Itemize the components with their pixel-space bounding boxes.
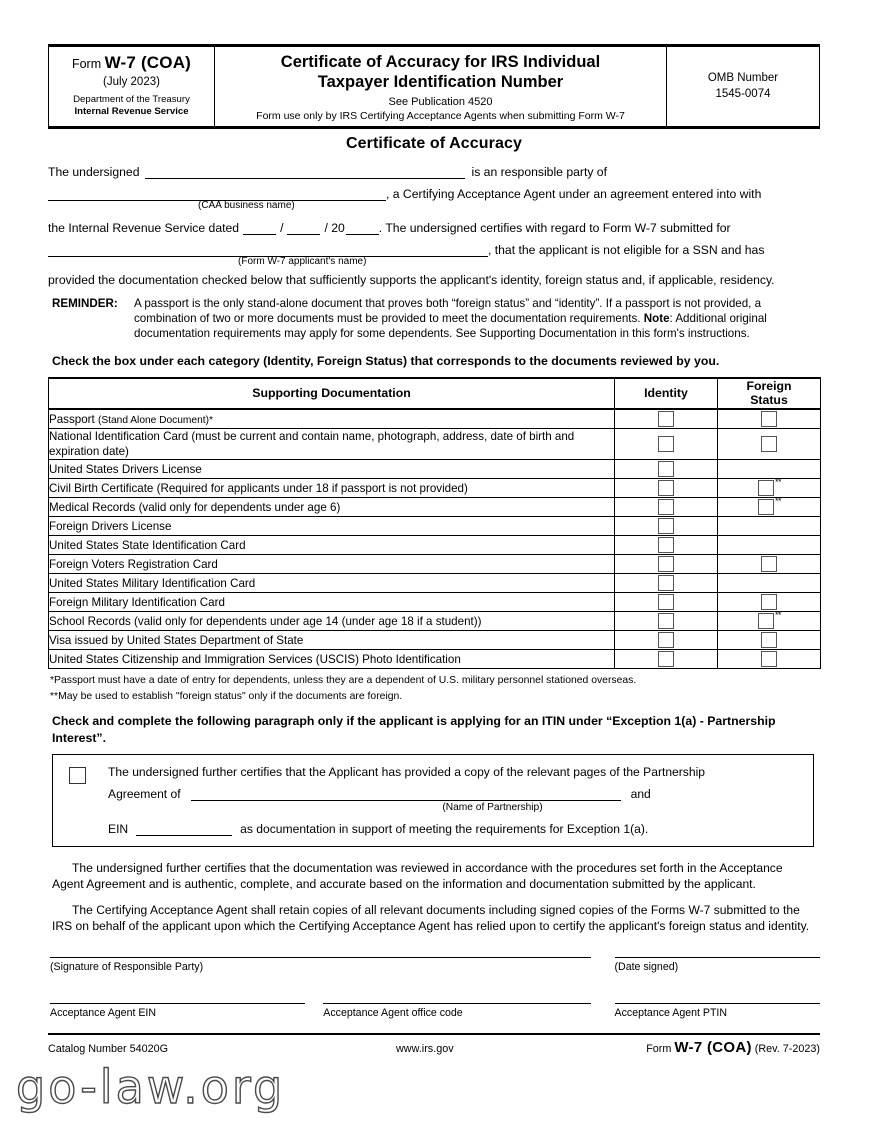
document-name-cell xyxy=(49,555,615,574)
irs-dated-label: the Internal Revenue Service dated xyxy=(48,221,240,236)
acceptance-agent-ptin-label: Acceptance Agent PTIN xyxy=(614,1006,728,1019)
acceptance-agent-ein-field[interactable] xyxy=(50,1003,305,1019)
foreign-status-line1: Foreign xyxy=(746,378,792,393)
date-month-field[interactable] xyxy=(243,221,276,235)
signature-responsible-party-field[interactable] xyxy=(50,957,591,973)
document-name-text: Medical Records (valid only for dependents under age 6) xyxy=(49,500,341,514)
table-row xyxy=(49,631,821,650)
footnote-single-star: *Passport must have a date of entry for dependents, unless they are a dependent of U.S. military personnel stationed overseas. xyxy=(50,675,637,687)
document-name-cell xyxy=(49,429,615,460)
document-name-cell xyxy=(49,612,615,631)
reminder-text-part2: : Additional original documentation requirements may apply for some dependents. See Supporting Documentation in this form's instructions. xyxy=(134,312,767,341)
form-number-line xyxy=(53,53,210,73)
site-watermark: go-law.org xyxy=(16,1060,286,1114)
identity-checkbox[interactable] xyxy=(658,632,674,648)
agreement-and-label: and xyxy=(630,787,651,801)
header-title-block xyxy=(215,47,667,126)
acceptance-agent-ein-label: Acceptance Agent EIN xyxy=(50,1006,157,1019)
responsible-party-suffix-label: is an responsible party of xyxy=(471,165,607,180)
reminder-text-part1: A passport is the only stand-alone document that proves both “foreign status” and “identity”. If a passport is not provided, a combination of two or more documents must be provided to meet the documentation requirements. xyxy=(134,296,762,326)
caa-business-name-caption: (CAA business name) xyxy=(198,199,295,211)
foreign-status-checkbox[interactable] xyxy=(761,556,777,572)
form-subtitle-publication: See Publication 4520 xyxy=(388,95,493,108)
catalog-number: Catalog Number 54020G xyxy=(48,1042,169,1055)
foreign-status-line2: Status xyxy=(750,393,788,408)
reminder-text xyxy=(134,296,820,342)
closing-paragraph-2: The Certifying Acceptance Agent shall retain copies of all relevant documents including signed copies of the Forms W-7 submitted to the IRS on behalf of the applicant upon which the Certifying Acceptance Agent has relied upon to certify the applicant's foreign status and identity. xyxy=(52,903,810,934)
table-row xyxy=(49,498,821,517)
intro-block xyxy=(48,159,820,286)
form-number-value: W-7 (COA) xyxy=(104,53,192,72)
table-row xyxy=(49,574,821,593)
signature-gap-3 xyxy=(591,1003,615,1019)
table-row xyxy=(49,429,821,460)
closing-paragraph-1: The undersigned further certifies that the documentation was reviewed in accordance with the procedures set forth in the Acceptance Agent Agreement and is authentic, complete, and accurate based on the information and documentation submitted by the applicant. xyxy=(52,861,783,891)
foreign-status-checkbox[interactable] xyxy=(758,613,774,629)
document-name-text: Foreign Drivers License xyxy=(49,519,172,533)
ein-field[interactable] xyxy=(136,822,232,836)
identity-checkbox-cell[interactable] xyxy=(615,409,718,429)
signature-row-1 xyxy=(50,957,820,973)
form-title-line2: Taxpayer Identification Number xyxy=(317,72,564,91)
exception-1a-agreement-line xyxy=(108,787,801,801)
foreign-status-checkbox-cell xyxy=(718,460,821,479)
identity-checkbox[interactable] xyxy=(658,436,674,452)
form-revision-date: (July 2023) xyxy=(103,75,160,88)
form-subtitle-usage: Form use only by IRS Certifying Acceptance Agents when submitting Form W-7 xyxy=(256,109,625,122)
column-header-foreign-status xyxy=(718,378,821,410)
identity-checkbox-cell[interactable] xyxy=(615,650,718,669)
document-name-text: United States Military Identification Card xyxy=(49,576,256,590)
identity-checkbox-cell[interactable] xyxy=(615,593,718,612)
document-name-text: Foreign Voters Registration Card xyxy=(49,557,218,571)
partnership-name-caption: (Name of Partnership) xyxy=(442,802,543,813)
acceptance-agent-ptin-field[interactable] xyxy=(615,1003,820,1019)
intro-line-4 xyxy=(48,235,820,257)
acceptance-agent-office-code-field[interactable] xyxy=(323,1003,590,1019)
exception-1a-checkbox[interactable] xyxy=(69,767,86,784)
foreign-status-checkbox-cell[interactable] xyxy=(718,479,821,498)
identity-checkbox[interactable] xyxy=(658,594,674,610)
date-day-field[interactable] xyxy=(287,221,320,235)
footnote-double-star: **May be used to establish "foreign status" only if the documents are foreign. xyxy=(50,691,403,703)
identity-checkbox[interactable] xyxy=(658,518,674,534)
identity-checkbox-cell[interactable] xyxy=(615,574,718,593)
document-name-text: National Identification Card (must be current and contain name, photograph, address, date of birth and expiration date) xyxy=(49,430,575,459)
exception-1a-line1: The undersigned further certifies that the Applicant has provided a copy of the relevant pages of the Partnership xyxy=(108,764,705,779)
table-row xyxy=(49,409,821,429)
exception-instruction-heading: Check and complete the following paragraph only if the applicant is applying for an ITIN under “Exception 1(a) - Partnership Interest”. xyxy=(52,714,776,745)
footer-form-number: W-7 (COA) xyxy=(674,1038,752,1056)
foreign-status-checkbox-cell[interactable] xyxy=(718,650,821,669)
undersigned-label: The undersigned xyxy=(48,165,140,180)
reminder-label: REMINDER: xyxy=(52,296,118,310)
footer-form-identity xyxy=(646,1039,820,1056)
foreign-status-checkbox[interactable] xyxy=(761,632,777,648)
treasury-department-label: Department of the Treasury xyxy=(73,93,190,105)
identity-checkbox[interactable] xyxy=(658,499,674,515)
form-sheet xyxy=(48,44,820,1056)
table-row xyxy=(49,555,821,574)
document-name-text: Passport xyxy=(49,412,98,426)
foreign-status-checkbox-cell[interactable] xyxy=(718,498,821,517)
irs-agency-label: Internal Revenue Service xyxy=(74,105,189,117)
identity-checkbox-cell[interactable] xyxy=(615,612,718,631)
identity-checkbox[interactable] xyxy=(658,575,674,591)
identity-checkbox[interactable] xyxy=(658,556,674,572)
intro-line-2 xyxy=(48,179,820,201)
ein-label: EIN xyxy=(108,822,129,836)
document-name-cell xyxy=(49,409,615,429)
acceptance-agent-office-code-label: Acceptance Agent office code xyxy=(323,1006,463,1019)
date-slash-1: / xyxy=(280,221,284,236)
table-row xyxy=(49,517,821,536)
header-form-identity xyxy=(49,47,215,126)
document-name-cell xyxy=(49,517,615,536)
document-name-cell xyxy=(49,479,615,498)
exception-1a-box xyxy=(52,754,814,848)
identity-checkbox-cell[interactable] xyxy=(615,429,718,460)
foreign-status-checkbox-cell[interactable] xyxy=(718,612,821,631)
table-row xyxy=(49,612,821,631)
form-header xyxy=(48,44,820,129)
supporting-documentation-table xyxy=(48,377,821,670)
table-row xyxy=(49,460,821,479)
document-name-cell xyxy=(49,650,615,669)
table-row xyxy=(49,650,821,669)
date-signed-field[interactable] xyxy=(615,957,820,973)
identity-checkbox[interactable] xyxy=(658,480,674,496)
signature-row-2 xyxy=(50,1003,820,1019)
document-name-text: United States Drivers License xyxy=(49,462,202,476)
identity-checkbox-cell[interactable] xyxy=(615,536,718,555)
column-header-identity: Identity xyxy=(615,378,718,410)
intro-line-5: provided the documentation checked below that sufficiently supports the applicant's identity, foreign status and, if applicable, residency. xyxy=(48,272,775,287)
intro-line-3 xyxy=(48,215,820,235)
table-row xyxy=(49,479,821,498)
omb-number-block xyxy=(667,47,819,126)
foreign-status-checkbox-cell[interactable] xyxy=(718,429,821,460)
identity-checkbox[interactable] xyxy=(658,537,674,553)
responsible-party-name-field[interactable] xyxy=(145,165,465,179)
caa-suffix-label: , a Certifying Acceptance Agent under an agreement entered into with xyxy=(386,187,762,202)
omb-number-label: OMB Number xyxy=(707,71,779,84)
document-name-cell xyxy=(49,631,615,650)
form-prefix-label: Form xyxy=(71,57,102,71)
applicant-name-field[interactable] xyxy=(48,243,488,257)
signature-gap-1 xyxy=(591,957,615,973)
reminder-block xyxy=(48,296,820,342)
certifies-suffix-label: . The undersigned certifies with regard to Form W-7 submitted for xyxy=(378,221,731,236)
date-year-field[interactable] xyxy=(346,221,379,235)
foreign-status-checkbox-cell[interactable] xyxy=(718,555,821,574)
date-signed-label: (Date signed) xyxy=(614,960,679,973)
date-slash-2: / 20 xyxy=(324,221,345,236)
document-name-cell xyxy=(49,574,615,593)
table-row xyxy=(49,593,821,612)
foreign-status-checkbox-cell[interactable] xyxy=(718,409,821,429)
form-title-line1: Certificate of Accuracy for IRS Individual xyxy=(280,53,601,71)
foreign-status-checkbox-cell[interactable] xyxy=(718,631,821,650)
reminder-note-label: Note xyxy=(643,312,670,326)
foreign-status-checkbox[interactable] xyxy=(758,480,774,496)
column-header-documentation: Supporting Documentation xyxy=(49,378,615,410)
foreign-status-checkbox[interactable] xyxy=(758,499,774,515)
identity-checkbox-cell[interactable] xyxy=(615,460,718,479)
partnership-name-field[interactable] xyxy=(191,787,621,801)
foreign-status-checkbox[interactable] xyxy=(761,594,777,610)
identity-checkbox[interactable] xyxy=(658,411,674,427)
ein-suffix-label: as documentation in support of meeting the requirements for Exception 1(a). xyxy=(240,822,649,836)
document-name-cell xyxy=(49,536,615,555)
signature-gap-2 xyxy=(305,1003,323,1019)
closing-paragraphs xyxy=(48,861,820,935)
foreign-status-checkbox-cell[interactable] xyxy=(718,593,821,612)
identity-checkbox[interactable] xyxy=(658,651,674,667)
foreign-status-checkbox[interactable] xyxy=(761,651,777,667)
foreign-status-footnote-marker: ** xyxy=(774,496,781,507)
table-row xyxy=(49,536,821,555)
identity-checkbox-cell[interactable] xyxy=(615,555,718,574)
document-name-text: Foreign Military Identification Card xyxy=(49,595,225,609)
caa-business-name-field[interactable] xyxy=(48,187,386,201)
identity-checkbox-cell[interactable] xyxy=(615,517,718,536)
identity-checkbox-cell[interactable] xyxy=(615,631,718,650)
table-header-row xyxy=(49,378,821,410)
document-name-cell xyxy=(49,593,615,612)
table-body xyxy=(49,409,821,669)
footer-form-prefix: Form xyxy=(646,1042,672,1055)
irs-website-link[interactable]: www.irs.gov xyxy=(396,1042,454,1055)
foreign-status-checkbox[interactable] xyxy=(761,436,777,452)
intro-line-1 xyxy=(48,159,820,179)
form-footer xyxy=(48,1035,820,1056)
foreign-status-footnote-marker: ** xyxy=(774,610,781,621)
foreign-status-checkbox[interactable] xyxy=(761,411,777,427)
foreign-status-checkbox-cell xyxy=(718,517,821,536)
identity-checkbox-cell[interactable] xyxy=(615,479,718,498)
document-name-qualifier: (Stand Alone Document)* xyxy=(97,414,213,426)
document-name-text: School Records (valid only for dependents under age 14 (under age 18 if a student)) xyxy=(49,614,482,628)
document-name-cell xyxy=(49,460,615,479)
exception-1a-ein-line xyxy=(108,822,801,836)
page-title: Certificate of Accuracy xyxy=(346,134,522,152)
footer-form-revision: (Rev. 7-2023) xyxy=(754,1042,820,1055)
identity-checkbox[interactable] xyxy=(658,613,674,629)
foreign-status-footnote-marker: ** xyxy=(774,477,781,488)
foreign-status-checkbox-cell xyxy=(718,536,821,555)
foreign-status-checkbox-cell xyxy=(718,574,821,593)
agreement-of-label: Agreement of xyxy=(108,787,181,801)
applicant-name-caption: (Form W-7 applicant's name) xyxy=(238,255,367,267)
signature-block xyxy=(48,957,820,1019)
identity-checkbox[interactable] xyxy=(658,461,674,477)
document-name-text: United States Citizenship and Immigration Services (USCIS) Photo Identification xyxy=(49,652,461,666)
check-box-instruction: Check the box under each category (Identity, Foreign Status) that corresponds to the documents reviewed by you. xyxy=(52,353,720,368)
document-name-text: Civil Birth Certificate (Required for applicants under 18 if passport is not provided) xyxy=(49,481,468,495)
document-name-cell xyxy=(49,498,615,517)
applicant-suffix-label: , that the applicant is not eligible for a SSN and has xyxy=(488,243,765,258)
document-name-text: Visa issued by United States Department of State xyxy=(49,633,304,647)
document-name-text: United States State Identification Card xyxy=(49,538,246,552)
identity-checkbox-cell[interactable] xyxy=(615,498,718,517)
exception-1a-content xyxy=(86,765,801,837)
omb-number-value: 1545-0074 xyxy=(715,88,771,101)
signature-responsible-party-label: (Signature of Responsible Party) xyxy=(50,960,204,973)
